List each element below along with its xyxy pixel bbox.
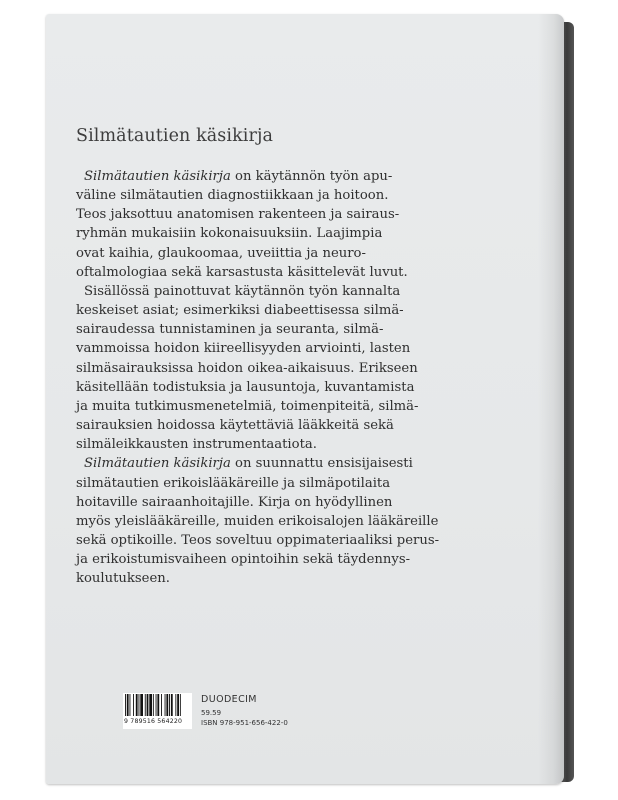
text-run: on käytännön työn apu- (230, 169, 393, 184)
text-line (76, 550, 456, 569)
barcode-bar (145, 694, 146, 716)
text-line (76, 512, 456, 531)
text-run: ja muita tutkimusmenetelmiä, toimenpiteitä, silmä- (76, 398, 419, 414)
blurb-paragraph (76, 454, 456, 588)
text-run: silmätautien erikoislääkäreille ja silmäpotilaita (76, 475, 391, 491)
text-line (76, 282, 456, 301)
book-title-italic: Silmätautien käsikirja (84, 456, 231, 472)
text-run: sekä optikoille. Teos soveltuu oppimateriaaliksi perus- (76, 532, 440, 548)
text-line (76, 454, 456, 473)
text-line (76, 378, 456, 397)
barcode-number: 9 789516 564220 (124, 718, 183, 725)
text-line (76, 263, 456, 282)
blurb-text (76, 167, 456, 588)
barcode-bar (157, 694, 159, 716)
barcode-bars (125, 694, 190, 718)
barcode-bar (125, 694, 126, 716)
barcode-bar (165, 694, 166, 716)
barcode-bar (166, 694, 168, 716)
text-line (76, 186, 456, 205)
text-run: käsitellään todistuksia ja lausuntoja, kuvantamista (76, 379, 415, 395)
text-run: Sisällössä painottuvat käytännön työn kannalta (84, 283, 401, 299)
barcode-bar (140, 694, 143, 716)
text-line (76, 301, 456, 320)
blurb-paragraph (76, 282, 456, 454)
text-run: myös yleislääkäreille, muiden erikoisalojen lääkäreille (76, 513, 439, 529)
text-line (76, 339, 456, 358)
publisher-name: DUODECIM (201, 694, 257, 705)
barcode-bar (130, 694, 131, 716)
text-line (76, 244, 456, 263)
text-line (76, 531, 456, 550)
barcode-bar (139, 694, 140, 716)
text-run: vammoissa hoidon kiireellisyyden arviointi, lasten (76, 341, 411, 357)
text-run: hoitaville sairaanhoitajille. Kirja on hyödyllinen (76, 494, 393, 510)
text-line (76, 397, 456, 416)
book-title-italic: Silmätautien käsikirja (84, 169, 231, 184)
text-run: ovat kaihia, glaukoomaa, uveiittia ja neuro- (76, 245, 366, 261)
text-run: koulutukseen. (76, 571, 170, 587)
cover-edge-shade (538, 14, 564, 784)
text-run: on suunnattu ensisijaisesti (230, 456, 413, 472)
text-run: sairaudessa tunnistaminen ja seuranta, silmä- (76, 322, 384, 338)
book-title: Silmätautien käsikirja (76, 126, 274, 146)
barcode-bar (177, 694, 179, 716)
text-line (76, 359, 456, 378)
isbn-number: ISBN 978-951-656-422-0 (201, 719, 288, 727)
blurb-paragraph (76, 167, 456, 282)
text-line (76, 435, 456, 454)
price-code: 59.59 (201, 709, 222, 717)
barcode-bar (136, 694, 138, 716)
text-run: ja erikoistumisvaiheen opintoihin sekä täydennys- (76, 552, 411, 568)
barcode-bar (171, 694, 173, 716)
text-run: keskeiset asiat; esimerkiksi diabeettisessa silmä- (76, 303, 404, 319)
text-line (76, 569, 456, 588)
text-run: silmäsairauksissa hoidon oikea-aikaisuus. Erikseen (76, 360, 418, 376)
text-run: sairauksien hoidossa käytettäviä lääkkeitä sekä (76, 418, 394, 434)
text-line (76, 320, 456, 339)
text-run: ryhmän mukaisiin kokonaisuuksiin. Laajimpia (76, 226, 383, 242)
barcode-bar (133, 694, 134, 716)
text-line (76, 205, 456, 224)
text-run: väline silmätautien diagnostiikkaan ja hoitoon. (76, 188, 389, 204)
barcode-bar (149, 694, 152, 716)
text-line (76, 224, 456, 243)
text-line (76, 416, 456, 435)
text-line (76, 493, 456, 512)
text-line (76, 167, 456, 186)
text-run: oftalmologiaa sekä karsastusta käsittelevät luvut. (76, 264, 408, 280)
barcode-bar (147, 694, 149, 716)
barcode (123, 693, 192, 729)
barcode-bar (175, 694, 176, 716)
barcode-bar (161, 694, 162, 716)
text-line (76, 474, 456, 493)
text-run: silmäleikkausten instrumentaatiota. (76, 437, 317, 453)
text-run: Teos jaksottuu anatomisen rakenteen ja sairaus- (76, 207, 400, 223)
barcode-bar (127, 694, 129, 716)
barcode-bar (180, 694, 181, 716)
barcode-bar (153, 694, 154, 716)
barcode-bar (169, 694, 170, 716)
barcode-bar (156, 694, 157, 716)
